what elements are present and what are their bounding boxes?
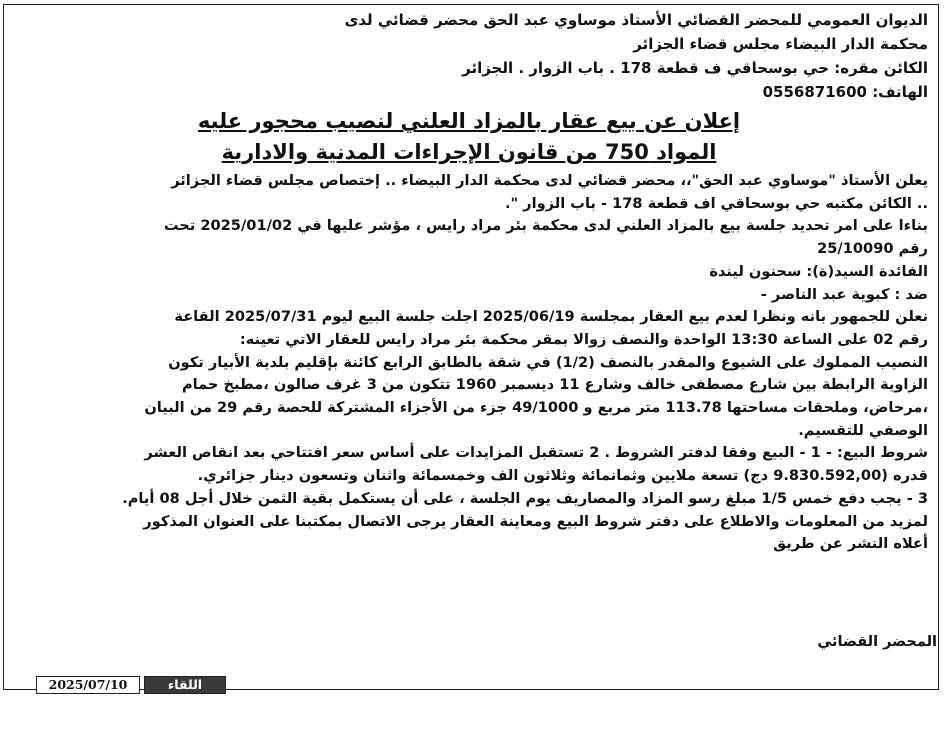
body-line: بناءا على امر تحديد جلسة بيع بالمزاد العلني لدى محكمة بئر مراد رايس ، مؤشر عليها في 2025/01/02 تحت [163, 217, 928, 235]
publication-footer [36, 676, 226, 694]
body-line: لمزيد من المعلومات والاطلاع على دفتر شروط البيع ومعاينة العقار يرجى الاتصال بمكتبنا على العنوان المذكور [143, 512, 928, 530]
body-line: نعلن للجمهور بانه ونظرا لعدم بيع العقار بمجلسة 2025/06/19 اجلت جلسة البيع ليوم 2025/07/31 القاعة [174, 308, 928, 326]
body-line: ،مرحاض، وملحقات مساحتها 113.78 متر مربع و 49/1000 جزء من الأجزاء المشتركة للحصة رقم 29 من البيان [144, 399, 928, 417]
publication-date: 2025/07/10 [36, 676, 140, 694]
header-address: الكائن مقره: حي بوسحاقي ف قطعة 178 . باب الزوار . الجزائر [462, 59, 928, 77]
title-line-2 [10, 137, 928, 168]
body-line: يعلن الأستاذ "موساوي عبد الحق"،، محضر قضائي لدى محكمة الدار البيضاء .. إختصاص مجلس قضاء الجزائر [171, 172, 928, 189]
sale-conditions: شروط البيع: - 1 - البيع وفقا لدفتر الشروط . 2 تستقبل المزايدات على أساس سعر افتتاحي بعد انقاص العشر [144, 444, 928, 462]
office-header [10, 8, 928, 104]
body-line: .. الكائن مكتبه حي بوسحاقي اف قطعة 178 - باب الزوار ". [504, 194, 928, 212]
title-articles-suffix: من قانون الإجراءات المدنية والادارية [221, 140, 598, 164]
body-line: أعلاه النشر عن طريق [773, 535, 928, 553]
notice-body [10, 170, 928, 556]
phone-label: الهاتف: [872, 83, 928, 101]
legal-notice [10, 8, 928, 556]
body-line: الوصفي للتقسيم. [798, 421, 928, 439]
body-line: قدره (9.830.592,00 دج) تسعة ملايين وثمانمائة وثلاثون الف وخمسمائة واثنان وتسعون دينار جزائري. [197, 467, 928, 485]
title-articles-prefix: المواد [656, 140, 717, 164]
signature: المحضر القضائي [817, 634, 937, 650]
title-line-1: إعلان عن بيع عقار بالمزاد العلني لنصيب محجور عليه [197, 109, 741, 133]
title-article-number: 750 [604, 140, 649, 164]
header-line-2: محكمة الدار البيضاء مجلس قضاء الجزائر [633, 35, 928, 53]
body-line: رقم 02 على الساعة 13:30 الواحدة والنصف زوالا بمقر محكمة بئر مراد رايس للعقار الاتي تعينه: [239, 330, 928, 348]
header-phone-row [10, 80, 928, 104]
body-line: النصيب المملوك على الشيوع والمقدر بالنصف (1/2) في شقة بالطابق الرابع كائنة بإقليم بلدية الأبيار تكون [168, 353, 928, 371]
publication-name: اللقاء [144, 676, 226, 694]
against-party: ضد : كبوية عبد الناصر - [760, 285, 928, 303]
payment-condition: 3 - يجب دفع خمس 1/5 مبلغ رسو المزاد والمصاريف يوم الجلسة ، على أن يستكمل بقية الثمن خلال أجل 08 أيام. [122, 489, 928, 507]
header-line-1: الديوان العمومي للمحضر القضائي الأستاذ موساوي عبد الحق محضر قضائي لدى [344, 11, 928, 29]
notice-title [10, 106, 928, 168]
phone-number: 0556871600 [762, 83, 867, 101]
beneficiary: الفائدة السيد(ة): سحنون ليندة [709, 262, 928, 280]
body-line: الزاوية الرابطة بين شارع مصطفى خالف وشارع 11 ديسمبر 1960 تتكون من 3 غرف صالون ،مطبخ حمام [181, 376, 928, 394]
body-line: رقم 25/10090 [817, 240, 928, 258]
